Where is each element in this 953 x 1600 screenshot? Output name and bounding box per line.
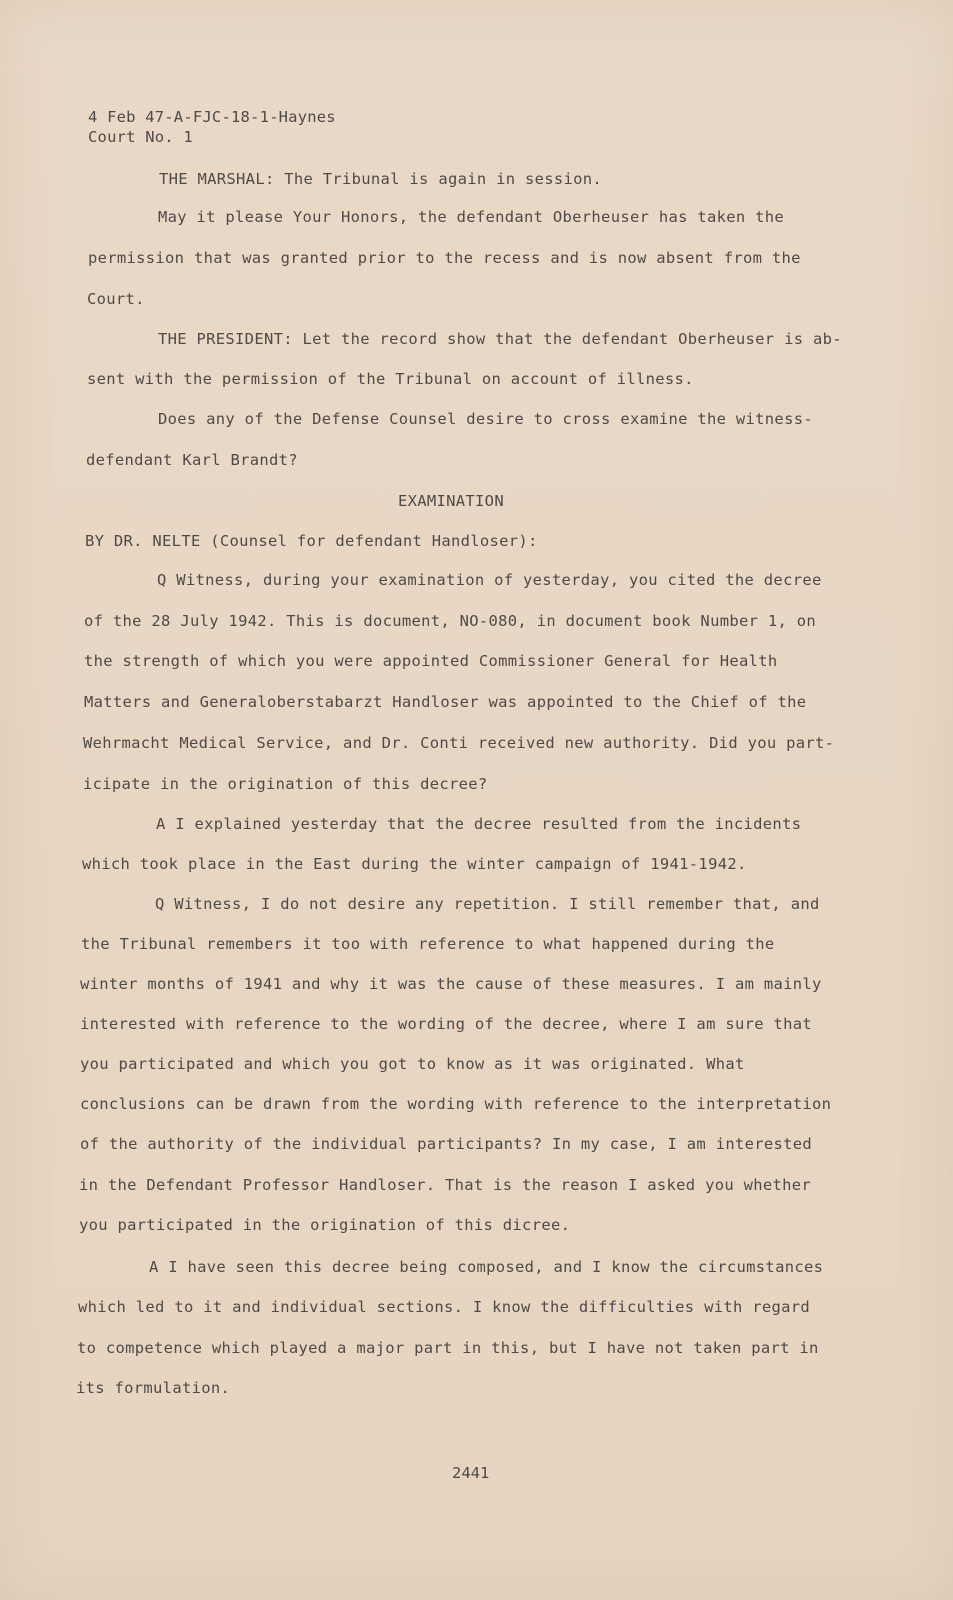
body-line: its formulation. (76, 1379, 231, 1397)
section-heading: EXAMINATION (398, 492, 504, 510)
header-docket: 4 Feb 47-A-FJC-18-1-Haynes (88, 108, 336, 126)
body-line: Q Witness, I do not desire any repetition. I still remember that, and (155, 895, 820, 913)
body-line: which took place in the East during the winter campaign of 1941-1942. (82, 855, 747, 873)
body-line: you participated and which you got to know as it was originated. What (80, 1055, 745, 1073)
body-line: in the Defendant Professor Handloser. That is the reason I asked you whether (79, 1176, 812, 1194)
body-line: permission that was granted prior to the recess and is now absent from the (88, 249, 801, 267)
header-court: Court No. 1 (88, 128, 193, 146)
body-line: Matters and Generaloberstabarzt Handloser was appointed to the Chief of the (84, 693, 807, 711)
body-line: you participated in the origination of this dicree. (79, 1216, 571, 1234)
body-line: THE MARSHAL: The Tribunal is again in session. (159, 170, 603, 188)
body-line: Q Witness, during your examination of yesterday, you cited the decree (157, 571, 822, 589)
body-line: of the authority of the individual participants? In my case, I am interested (80, 1135, 813, 1153)
body-line: the Tribunal remembers it too with reference to what happened during the (81, 935, 775, 953)
body-line: winter months of 1941 and why it was the cause of these measures. I am mainly (80, 975, 822, 993)
body-line: sent with the permission of the Tribunal on account of illness. (87, 370, 694, 388)
body-line: icipate in the origination of this decree? (83, 775, 488, 793)
body-line: Court. (87, 290, 145, 308)
body-line: of the 28 July 1942. This is document, NO-080, in document book Number 1, on (84, 612, 817, 630)
body-line: to competence which played a major part in this, but I have not taken part in (77, 1339, 819, 1357)
body-line: Wehrmacht Medical Service, and Dr. Conti received new authority. Did you part- (83, 734, 835, 752)
examiner-line: BY DR. NELTE (Counsel for defendant Handloser): (85, 532, 538, 550)
page-number: 2441 (452, 1464, 490, 1482)
body-line: A I have seen this decree being composed, and I know the circumstances (149, 1258, 824, 1276)
body-line: Does any of the Defense Counsel desire to cross examine the witness- (158, 410, 813, 428)
body-line: May it please Your Honors, the defendant Oberheuser has taken the (158, 208, 785, 226)
body-line: interested with reference to the wording of the decree, where I am sure that (80, 1015, 813, 1033)
body-line: THE PRESIDENT: Let the record show that the defendant Oberheuser is ab- (158, 330, 842, 348)
body-line: the strength of which you were appointed Commissioner General for Health (84, 652, 778, 670)
body-line: conclusions can be drawn from the wording with reference to the interpretation (80, 1095, 832, 1113)
body-line: which led to it and individual sections. I know the difficulties with regard (78, 1298, 811, 1316)
body-line: defendant Karl Brandt? (86, 451, 298, 469)
body-line: A I explained yesterday that the decree resulted from the incidents (156, 815, 802, 833)
